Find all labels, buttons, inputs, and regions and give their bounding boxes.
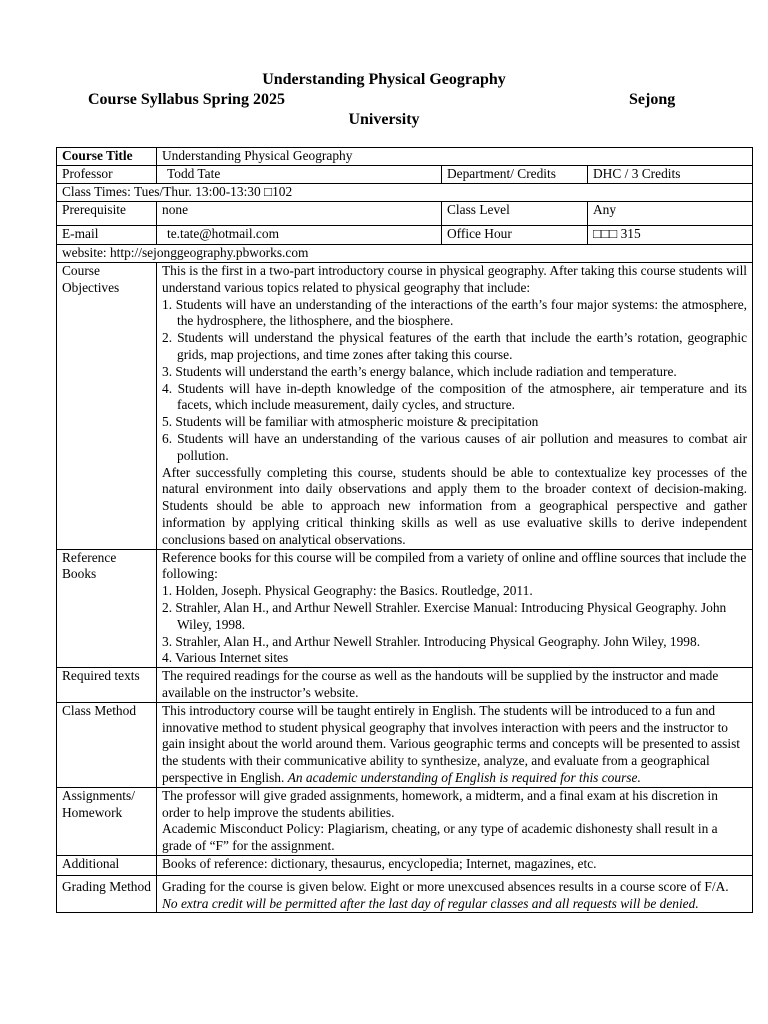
row-objectives [57,263,753,550]
references-intro: Reference books for this course will be compiled from a variety of online and offline sources that include the following: [162,549,747,582]
row-email [57,226,753,245]
objectives-label: Course Objectives [57,263,157,550]
misconduct-policy: Academic Misconduct Policy: Plagiarism, cheating, or any type of academic dishonesty shall result in a grade of “F” for the assignment. [162,821,718,854]
objectives-outro: After successfully completing this course, students should be able to contextualize key processes of the natural environment into daily observations and apply them to the broader context of decision-making. Students should be able to approach new information from a geographical perspective and gather information by applying critical thinking skills as well as use evaluative skills to derive independent conclusions based on analytical observations. [162,464,748,547]
university-name: Sejong [629,91,676,108]
row-professor [57,166,753,184]
list-item: 1. Holden, Joseph. Physical Geography: the Basics. Routledge, 2011. [162,583,533,599]
assignments-content [157,787,753,855]
method-label: Class Method [57,702,157,787]
references-content [157,549,753,668]
objectives-intro: This is the first in a two-part introductory course in physical geography. After taking this course students will understand various topics related to physical geography that include: [162,263,748,295]
level-label: Class Level [442,202,588,226]
required-text: The required readings for the course as well as the handouts will be supplied by the instructor and made available on the instructor’s website. [157,668,753,703]
method-italic: An academic understanding of English is required for this course. [287,769,641,785]
assignments-text: The professor will give graded assignments, homework, a midterm, and a final exam at his discretion in order to help improve the students abilities. [162,787,718,820]
syllabus-term: Course Syllabus Spring 2025 [88,91,285,108]
list-item: 1. Students will have an understanding of the interactions of the earth’s four major systems: the atmosphere, the hydrosphere, the lithosphere, and the biosphere. [162,296,748,329]
professor-label: Professor [57,166,157,184]
email-label: E-mail [57,226,157,245]
dept-value: DHC / 3 Credits [588,166,753,184]
row-references [57,549,753,668]
university-name-cont: University [348,111,420,128]
row-prerequisite [57,202,753,226]
office-label: Office Hour [442,226,588,245]
row-website [57,245,753,263]
prereq-label: Prerequisite [57,202,157,226]
grading-text: Grading for the course is given below. Eight or more unexcused absences results in a course score of F/A. [162,878,729,894]
dept-label: Department/ Credits [442,166,588,184]
grading-italic: No extra credit will be permitted after the last day of regular classes and all requests will be denied. [162,895,699,911]
row-class-method [57,702,753,787]
row-additional [57,855,753,875]
row-grading [57,875,753,913]
references-label: Reference Books [57,549,157,668]
method-content [157,702,753,787]
grading-label: Grading Method [57,875,157,913]
list-item: 2. Strahler, Alan H., and Arthur Newell Strahler. Exercise Manual: Introducing Physical Geography. John Wiley, 1998. [162,599,727,632]
website-link[interactable]: website: http://sejonggeography.pbworks.com [57,245,753,263]
additional-label: Additional [57,855,157,875]
list-item: 3. Strahler, Alan H., and Arthur Newell Strahler. Introducing Physical Geography. John Wiley, 1998. [162,633,701,649]
syllabus-table [56,147,753,913]
row-class-times [57,184,753,202]
method-text: This introductory course will be taught entirely in English. The students will be introduced to a fun and innovative method to student physical geography that involves interaction with peers and the instructor to gain insight about the world around them. Various geographic terms and concepts will be presented to assist the students with their communicative ability to synthesize, analyze, and evaluate from a geographical perspective in English. [162,702,741,785]
list-item: 2. Students will understand the physical features of the earth that include the earth’s rotation, geographic grids, map projections, and time zones after taking this course. [162,330,748,362]
document-title: Understanding Physical Geography [262,71,506,88]
assignments-label: Assignments/ Homework [57,787,157,855]
list-item: 3. Students will understand the earth’s energy balance, which include radiation and temperature. [162,363,677,379]
email-value[interactable]: te.tate@hotmail.com [157,226,442,245]
objectives-content [157,263,753,550]
course-title-label: Course Title [57,148,157,166]
list-item: 4. Students will have in-depth knowledge of the composition of the atmosphere, air temperature and its facets, which include measurement, daily cycles, and structure. [162,380,748,413]
list-item: 4. Various Internet sites [162,650,289,666]
grading-content [157,875,753,913]
level-value: Any [588,202,753,226]
prereq-value: none [157,202,442,226]
row-course-title [57,148,753,166]
row-required-texts [57,668,753,703]
list-item: 5. Students will be familiar with atmospheric moisture & precipitation [162,414,539,430]
list-item: 6. Students will have an understanding of the various causes of air pollution and measures to combat air pollution. [162,430,748,463]
additional-text: Books of reference: dictionary, thesaurus, encyclopedia; Internet, magazines, etc. [157,855,753,875]
required-label: Required texts [57,668,157,703]
row-assignments [57,787,753,855]
professor-value: Todd Tate [157,166,442,184]
class-times: Class Times: Tues/Thur. 13:00-13:30 □102 [57,184,753,202]
office-value: □□□ 315 [588,226,753,245]
course-title-value: Understanding Physical Geography [157,148,753,166]
references-list [162,583,747,667]
objectives-list [162,297,747,465]
